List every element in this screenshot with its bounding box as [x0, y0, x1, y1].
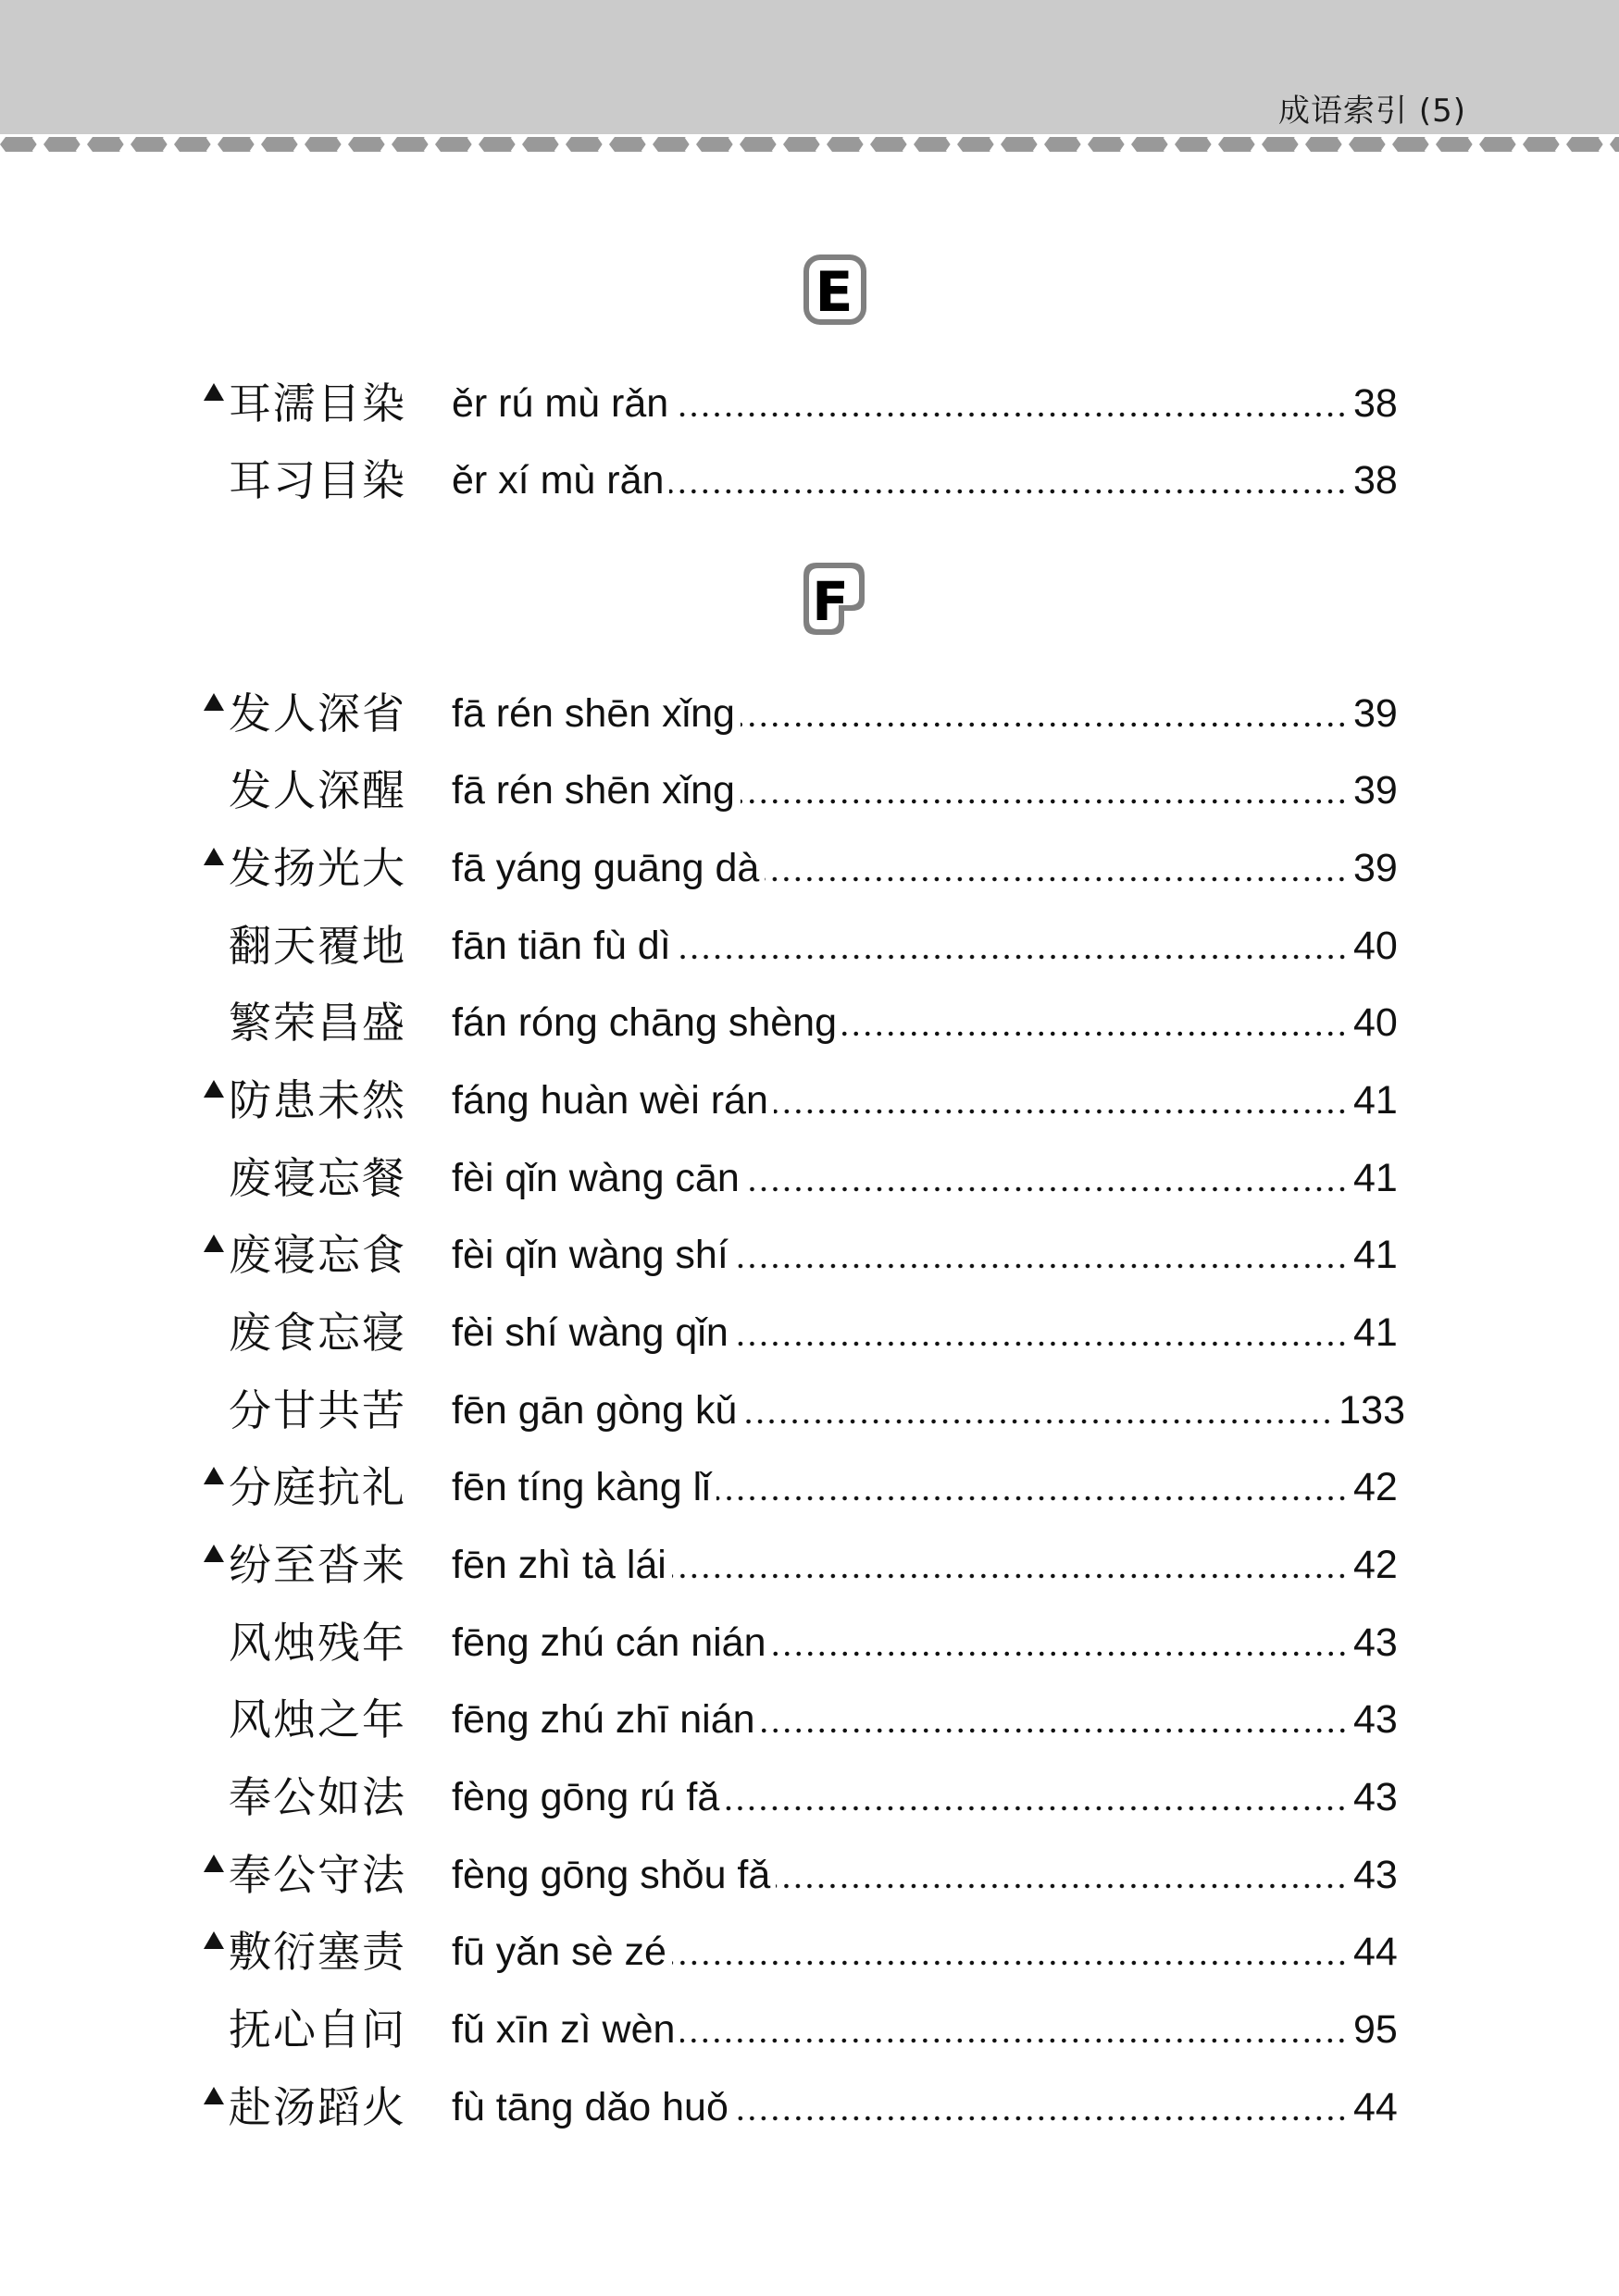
dot-leader: [741, 799, 1348, 804]
idiom-hanzi: 风烛残年: [229, 1618, 406, 1668]
dot-leader: [725, 1806, 1348, 1811]
page-number[interactable]: 38: [1353, 458, 1398, 503]
page-number[interactable]: 39: [1353, 768, 1398, 813]
idiom-pinyin: fēn tíng kàng lǐ: [452, 1465, 711, 1509]
black-triangle-icon: [204, 2087, 224, 2104]
idiom-hanzi: 发人深醒: [229, 765, 406, 815]
dot-leader: [672, 1573, 1348, 1579]
page-number[interactable]: 42: [1353, 1465, 1398, 1509]
svg-text:F: F: [812, 570, 849, 633]
index-entry: [0, 1692, 1619, 1747]
dot-leader: [734, 1263, 1348, 1269]
index-entry: [0, 995, 1619, 1050]
dot-leader: [765, 876, 1348, 882]
dot-leader: [672, 1960, 1348, 1966]
page-number[interactable]: 44: [1353, 2085, 1398, 2129]
black-triangle-icon: [204, 1467, 224, 1484]
page-number[interactable]: 43: [1353, 1620, 1398, 1665]
idiom-hanzi: 耳濡目染: [229, 379, 406, 428]
page-number[interactable]: 41: [1353, 1233, 1398, 1277]
page-number[interactable]: 43: [1353, 1775, 1398, 1819]
dot-leader: [842, 1031, 1348, 1036]
dot-leader: [772, 1651, 1349, 1657]
idiom-pinyin: fèi qǐn wàng shí: [452, 1233, 729, 1277]
page-header: [0, 0, 1619, 134]
dot-leader: [745, 1186, 1348, 1192]
black-triangle-icon: [204, 383, 224, 401]
page-number[interactable]: 39: [1353, 691, 1398, 736]
page-number[interactable]: 41: [1353, 1310, 1398, 1355]
index-entry: [0, 763, 1619, 818]
page-number[interactable]: 39: [1353, 846, 1398, 890]
idiom-hanzi: 风烛之年: [229, 1694, 406, 1744]
page-number[interactable]: 41: [1353, 1078, 1398, 1123]
dot-leader: [741, 722, 1348, 727]
idiom-pinyin: fán róng chāng shèng: [452, 1000, 837, 1045]
idiom-hanzi: 分甘共苦: [229, 1385, 406, 1435]
diamond-chain-icon: [0, 134, 1619, 156]
index-entry: [0, 1615, 1619, 1670]
index-entry: [0, 1769, 1619, 1825]
dot-leader: [761, 1728, 1348, 1733]
page-number[interactable]: 43: [1353, 1853, 1398, 1897]
idiom-pinyin: fēn gān gòng kǔ: [452, 1388, 738, 1433]
idiom-pinyin: fèi shí wàng qǐn: [452, 1310, 729, 1355]
dot-leader: [776, 1883, 1348, 1889]
black-triangle-icon: [204, 1545, 224, 1562]
page-number[interactable]: 42: [1353, 1543, 1398, 1587]
idiom-pinyin: fēn zhì tà lái: [452, 1543, 666, 1587]
idiom-hanzi: 发扬光大: [229, 843, 406, 893]
dot-leader: [716, 1496, 1348, 1501]
idiom-hanzi: 耳习目染: [229, 455, 406, 505]
idiom-pinyin: fèi qǐn wàng cān: [452, 1156, 740, 1200]
page-number[interactable]: 95: [1353, 2007, 1398, 2052]
idiom-hanzi: 分庭抗礼: [229, 1462, 406, 1512]
index-entry: [0, 1847, 1619, 1903]
decorative-border: [0, 134, 1619, 156]
index-entry: [0, 2002, 1619, 2057]
black-triangle-icon: [204, 1855, 224, 1872]
black-triangle-icon: [204, 1080, 224, 1098]
index-entry: [0, 1073, 1619, 1128]
idiom-pinyin: fèng gōng shǒu fǎ: [452, 1853, 771, 1897]
index-entry: [0, 1924, 1619, 1980]
idiom-pinyin: ěr rú mù rǎn: [452, 381, 669, 426]
idiom-pinyin: fáng huàn wèi rán: [452, 1078, 768, 1123]
page-number[interactable]: 41: [1353, 1156, 1398, 1200]
idiom-hanzi: 繁荣昌盛: [229, 998, 406, 1048]
index-entry: [0, 1537, 1619, 1593]
idiom-hanzi: 奉公守法: [229, 1850, 406, 1900]
index-entry: [0, 1150, 1619, 1206]
idiom-pinyin: fēng zhú zhī nián: [452, 1697, 755, 1742]
idiom-pinyin: fēng zhú cán nián: [452, 1620, 766, 1665]
index-entry: [0, 376, 1619, 431]
idiom-pinyin: fā rén shēn xǐng: [452, 768, 735, 813]
index-entry: [0, 1459, 1619, 1515]
svg-text:E: E: [815, 260, 853, 325]
black-triangle-icon: [204, 848, 224, 865]
idiom-pinyin: fèng gōng rú fǎ: [452, 1775, 720, 1819]
dot-leader: [680, 2038, 1348, 2043]
idiom-hanzi: 赴汤蹈火: [229, 2082, 406, 2132]
dot-leader: [774, 1109, 1348, 1114]
idiom-pinyin: ěr xí mù rǎn: [452, 458, 665, 503]
idiom-hanzi: 废寝忘餐: [229, 1153, 406, 1203]
idiom-hanzi: 废寝忘食: [229, 1230, 406, 1280]
idiom-pinyin: fā rén shēn xǐng: [452, 691, 735, 736]
index-entry: [0, 453, 1619, 508]
idiom-hanzi: 废食忘寝: [229, 1308, 406, 1358]
dot-leader: [742, 1419, 1333, 1424]
page-number[interactable]: 38: [1353, 381, 1398, 426]
index-entry: [0, 1227, 1619, 1283]
page-number[interactable]: 133: [1339, 1388, 1405, 1433]
idiom-hanzi: 纷至沓来: [229, 1540, 406, 1590]
section-letter-f-badge: [798, 559, 870, 639]
index-entry: [0, 2079, 1619, 2135]
idiom-hanzi: 抚心自问: [229, 2004, 406, 2054]
black-triangle-icon: [204, 693, 224, 711]
page-number[interactable]: 40: [1353, 1000, 1398, 1045]
page-number[interactable]: 43: [1353, 1697, 1398, 1742]
page-number[interactable]: 44: [1353, 1930, 1398, 1974]
black-triangle-icon: [204, 1931, 224, 1949]
dot-leader: [674, 412, 1348, 417]
idiom-pinyin: fù tāng dǎo huǒ: [452, 2085, 729, 2129]
idiom-hanzi: 敷衍塞责: [229, 1927, 406, 1977]
dot-leader: [669, 489, 1348, 494]
index-entry: [0, 918, 1619, 974]
idiom-pinyin: fū yǎn sè zé: [452, 1930, 666, 1974]
header-title: 成语索引 (5): [1278, 93, 1466, 130]
index-entry: [0, 1383, 1619, 1438]
idiom-hanzi: 防患未然: [229, 1075, 406, 1125]
idiom-hanzi: 奉公如法: [229, 1772, 406, 1822]
idiom-pinyin: fǔ xīn zì wèn: [452, 2007, 676, 2052]
idiom-hanzi: 发人深省: [229, 689, 406, 738]
idiom-hanzi: 翻天覆地: [229, 921, 406, 971]
page-number[interactable]: 40: [1353, 924, 1398, 968]
index-entry: [0, 840, 1619, 896]
idiom-pinyin: fā yáng guāng dà: [452, 846, 760, 890]
dot-leader: [677, 954, 1348, 960]
section-letter-e-badge: [798, 250, 870, 329]
index-entry: [0, 686, 1619, 741]
dot-leader: [734, 1341, 1348, 1347]
black-triangle-icon: [204, 1235, 224, 1252]
idiom-pinyin: fān tiān fù dì: [452, 924, 671, 968]
dot-leader: [734, 2116, 1348, 2121]
index-entry: [0, 1305, 1619, 1360]
